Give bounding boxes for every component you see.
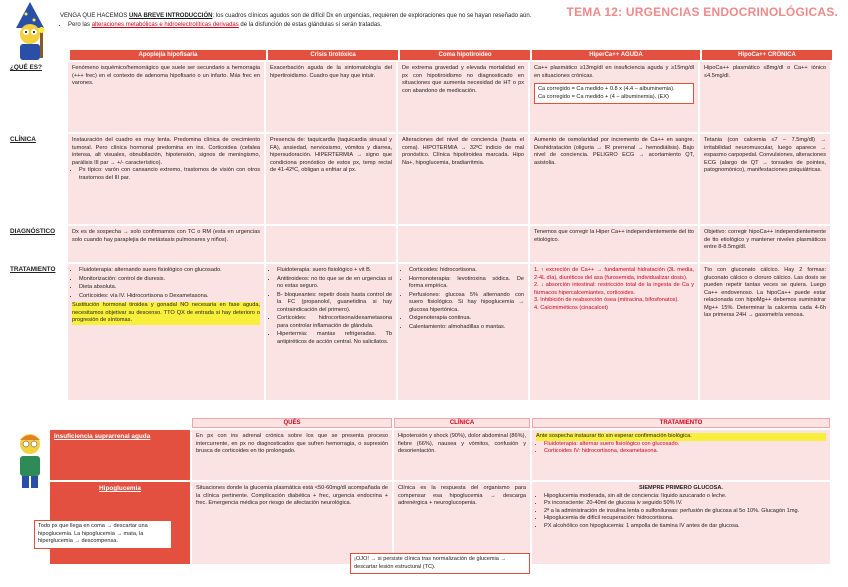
list-item: • 2ª a la administración de insulina lenta o sulfonilureas: perfusión de glucosa al 5o 10%. Glucagón 1mg. xyxy=(544,508,826,516)
intro-p2 xyxy=(68,21,560,30)
cell-text: Ca++ plasmático ≥13mg/dl en insuficiencia aguda y ≥15mg/dl en situaciones crónicas. xyxy=(534,65,694,79)
formula-1: Ca corregido = Ca medido + 0.8 x (4.4 – albuminemia). xyxy=(538,86,675,93)
main-table xyxy=(6,50,842,400)
cell: Tto con gluconato cálcico. Hay 2 formas: gluconato cálcico o cloruro cálcico. Las dosis se pueden repetir tantas veces se quiera. Luego Ca++ endovenoso. La hipoCa++ puede estar relacionada con hipoMg++ debemos suministrar Mg++ 15%. Determinar la calcemia cada 4-6h las primeras 24H → gasometría venosa. xyxy=(700,264,830,400)
row-insuficiencia xyxy=(50,430,842,480)
header-crisis-tirotoxica: Crisis tirotóxica xyxy=(268,50,398,60)
row-label: DIAGNÓSTICO xyxy=(10,228,56,235)
cell: Fenómeno isquémico/hemorrágico que suele ser secundario a hemorragia (+++ frec) en el contexto de adenoma hipofisario o un infarto. Más frec en varones. xyxy=(68,62,264,132)
list-item: • B- bloqueantes: repetir dosis hasta control de la FC (propanolol, guanetidina si hay contraindicación del primero). xyxy=(277,292,392,315)
intro-highlight: alteraciones metabólicas e hidroelectrolíticas derivadas xyxy=(91,21,239,28)
intro-highlight: UNA BREVE INTRODUCCIÓN xyxy=(129,13,213,19)
bottom-header-row xyxy=(50,418,842,428)
row-label: CLÍNICA xyxy=(10,136,36,143)
list-item: • Corticoides: hidrocortisona/dexametasona para controlar inflamación de glándula. xyxy=(277,315,392,330)
cell-empty xyxy=(398,226,528,262)
cell-heading: SIEMPRE PRIMERO GLUCOSA. xyxy=(639,485,723,491)
header-blank xyxy=(50,418,192,428)
cell: Presencia de: taquicardia (taquicardia sinusal y FA), ansiedad, nerviosismo, vómitos y diarrea, hipersudoración. HIPERTERMIA → signo que condiciona pronóstico de estos px, temp rectal de 41-42ºC, obligan a enfriar al px. xyxy=(266,134,396,224)
page-title: TEMA 12: URGENCIAS ENDOCRINOLÓGICAS. xyxy=(566,5,838,19)
cell xyxy=(398,264,528,400)
intro-text: : los cuadros clínicos agudos son de difícil Dx en urgencias, requieren de exploraciones que no se hayan reseñado aún. xyxy=(212,13,532,19)
hipoglucemia-note: Todo px que llega en coma → descartar una hipoglucemia. La hipoglucemia → mata, la hiperglucemia → descompensa. xyxy=(34,520,172,549)
cell xyxy=(532,430,830,480)
list-item: • Hipertermia: mantas refrigeradas. Tb antipiréticos de acción central. No salicilatos. xyxy=(277,331,392,346)
list-item: • Fluidoterapia: alternar suero fisiológico con glucosado. xyxy=(544,441,826,449)
list-item: 1. ↑ excreción de Ca++ → fundamental hidratación (3L media, 2-4L día), diuréticos del asa (furosemida, individualizar dosis). xyxy=(534,267,694,281)
cell-empty xyxy=(266,226,396,262)
cell: Situaciones donde la glucemia plasmática está <50-60mg/dl acompañada de la clínica pertinente. Complicación diabética + frec, urgencia endocrina + frec. Emergencia médica por riesgo de afectación neurológica. xyxy=(192,482,392,564)
cell: Dx es de sospecha → solo confirmamos con TC o RM (esta en urgencias solo cuando hay paraplejia de metástasis pulmonares y niños). xyxy=(68,226,264,262)
list-item: • Fluidoterapia: suero fisiológico + vit B. xyxy=(277,267,392,275)
list-item: 2. ↓ absorción intestinal: restricción total de la ingesta de Ca y fármacos hipercalcemiantes, corticoides. xyxy=(534,282,694,296)
row-que-es xyxy=(6,62,842,132)
header-tratamiento: TRATAMIENTO xyxy=(532,418,830,428)
note: Sustitución hormonal tiroidea y gonadal NO necesaria en fase aguda, necesitamos objetivar su descenso. TTO QX de entrada si hay deterioro o progresión de síntomas. xyxy=(72,302,260,324)
intro-text: de la disfunción de estas glándulas sí serán tratadas. xyxy=(238,21,382,28)
row-diagnostico xyxy=(6,226,842,262)
cell: Tetania (con calcemia ≤7 – 7.5mg/dl) → irritabilidad neuromuscular, luego aparece → espasmo carpopedal. Convulsiones, alteraciones ECG (alargo de QT → torsades de pointes, patognomónico), manifestaciones psiquiátricas. xyxy=(700,134,830,224)
ca-formula-box xyxy=(534,83,694,104)
cell xyxy=(68,134,264,224)
cell: De extrema gravedad y elevada mortalidad en px con hipotiroidismo no diagnosticado en situaciones que aumenta necesidad de HT o px con abandono de medicación. xyxy=(398,62,528,132)
cell: Hipotensión y shock (90%), dolor abdominal (86%), fiebre (66%), nausea y vómitos, confusión y desorientación. xyxy=(394,430,530,480)
cell: Aumento de osmolaridad por incremento de Ca++ en sangre. Deshidratación (oliguria → IR prerrenal → hemodiálisis). Bajo nivel de conciencia. PELIGRO ECG → acortamiento QT, asistolia. xyxy=(530,134,698,224)
list-item: • PX alcohólico con hipoglucemia: 1 ampolla de tiamina IV antes de dar glucosa. xyxy=(544,523,826,531)
header-ques: QUÉS xyxy=(192,418,392,428)
list-item: • Calentamiento: almohadillas o mantas. xyxy=(409,324,524,332)
boy-mascot-icon xyxy=(12,430,48,490)
intro xyxy=(60,12,560,29)
row-label: Insuficiencia suprarrenal aguda xyxy=(50,430,190,480)
header-clinica: CLÍNICA xyxy=(394,418,530,428)
list-item: • Corticoides IV: hidrocortisona, dexametasona. xyxy=(544,448,826,456)
list-item: • Px típico: varón con cansancio extremo, trastornos de visión con otros trastornos del III par. xyxy=(79,167,260,182)
cell: HipoCa++ plasmático ≤8mg/dl o Ca++ iónico ≤4.5mg/dl. xyxy=(700,62,830,132)
list-item: • Oxigenoterapia continua. xyxy=(409,315,524,323)
cell xyxy=(530,264,698,400)
cell-text: Ante sospecha instaurar tto sin esperar confirmación biológica. xyxy=(536,433,826,441)
list-item: 4. Calcimiméticos (cinacalcet) xyxy=(534,304,608,311)
header-blank xyxy=(6,50,68,60)
intro-text: VENGA QUE HACEMOS xyxy=(60,13,130,19)
list-item: • Perfusiones: glucosa 5% alternando con suero fisiológico. Si hay hipoglucemia → glucosa hipertónica. xyxy=(409,292,524,315)
list-item: • Hormonoterapia: levotiroxina sódica. De forma empírica. xyxy=(409,276,524,291)
intro-text: Pero las xyxy=(68,21,92,28)
cell xyxy=(532,482,830,564)
header-row xyxy=(6,50,842,60)
list-item: • Hipoglucemia de difícil recuperación: hidrocortisona. xyxy=(544,515,826,523)
cell: Exacerbación aguda de la sintomatología del hipertiroidismo. Cuadro que hay que intuir. xyxy=(266,62,396,132)
row-clinica xyxy=(6,134,842,224)
list-item: • Dieta absoluta. xyxy=(79,284,260,292)
cell: Alteraciones del nivel de conciencia (hasta el coma). HIPOTERMIA → 32ºC indicio de mal pronóstico. Clínica hipotiroidea marcada. Hipo Na+, hipoglucemia, bradiarritmia. xyxy=(398,134,528,224)
header-coma-hipotiroideo: Coma hipotiroideo xyxy=(400,50,530,60)
intro-p1 xyxy=(60,12,560,21)
cell-text: Instauración del cuadro es muy lenta. Predomina clínica de crecimiento tumoral. Pero clínica hormonal predomina en ins. Corticoidea (cefalea intensa, alt visuales, obnubilación, hipotensión, signos de meningismo, parálisis III par → +/- característico). xyxy=(72,137,260,166)
cell: Objetivo: corregir hipoCa++ independientemente de tto etiológico y mantener niveles plasmáticos entre 8-8.5mg/dl. xyxy=(700,226,830,262)
list-item: • Hipoglucemia moderada, sin alt de conciencia: líquido azucarado o leche. xyxy=(544,493,826,501)
header-hipoca: HipoCa++ CRÓNICA xyxy=(702,50,832,60)
row-tratamiento xyxy=(6,264,842,400)
list-item: • Corticoides: vía IV. Hidrocortisona o Dexametasona. xyxy=(79,293,260,301)
cell: Clínica es la respuesta del organismo para compensar esa hipoglucemia → descarga adrenérgica + neuroglucopenia. xyxy=(394,482,530,564)
cell xyxy=(68,264,264,400)
cell xyxy=(530,62,698,132)
row-label: Hipoglucemia xyxy=(50,482,190,564)
list-item: • Px inconsciente: 20-40ml de glucosa iv seguido 50% IV. xyxy=(544,500,826,508)
header-hiperca: HiperCa++ AGUDA xyxy=(532,50,700,60)
list-item: • Fluidoterapia: alternando suero fisiológico con glucosado. xyxy=(79,267,260,275)
formula-2: Ca corregido = Ca medido + (4 – albuminemia). (EX) xyxy=(538,93,669,100)
row-label: ¿QUÉ ES? xyxy=(10,64,42,71)
cell: En px con ins adrenal crónica sobre los que se presenta proceso intercurrente, en px no diagnosticados que sufren hemorragia, o supresión brusca de corticoides en tto prolongado. xyxy=(192,430,392,480)
header-apoplejia: Apoplejía hipofisaria xyxy=(70,50,266,60)
cell xyxy=(266,264,396,400)
row-label: TRATAMIENTO xyxy=(10,266,56,273)
list-item: 3. Inhibición de reabsorción ósea (mitracina, bifosfonatos). xyxy=(534,297,679,304)
list-item: • Corticoides: hidrocortisona. xyxy=(409,267,524,275)
list-item: • Antitiroideos: no tto que se de en urgencias si no estas seguro. xyxy=(277,276,392,291)
list-item: • Monitorización: control de diuresis. xyxy=(79,276,260,284)
cell: Tenemos que corregir la Hiper Ca++ independientemente del tto etiológico. xyxy=(530,226,698,262)
ojo-note: ¡OJO! → si persiste clínica tras normalización de glucemia → descartar lesión estructural (TC). xyxy=(350,553,530,574)
